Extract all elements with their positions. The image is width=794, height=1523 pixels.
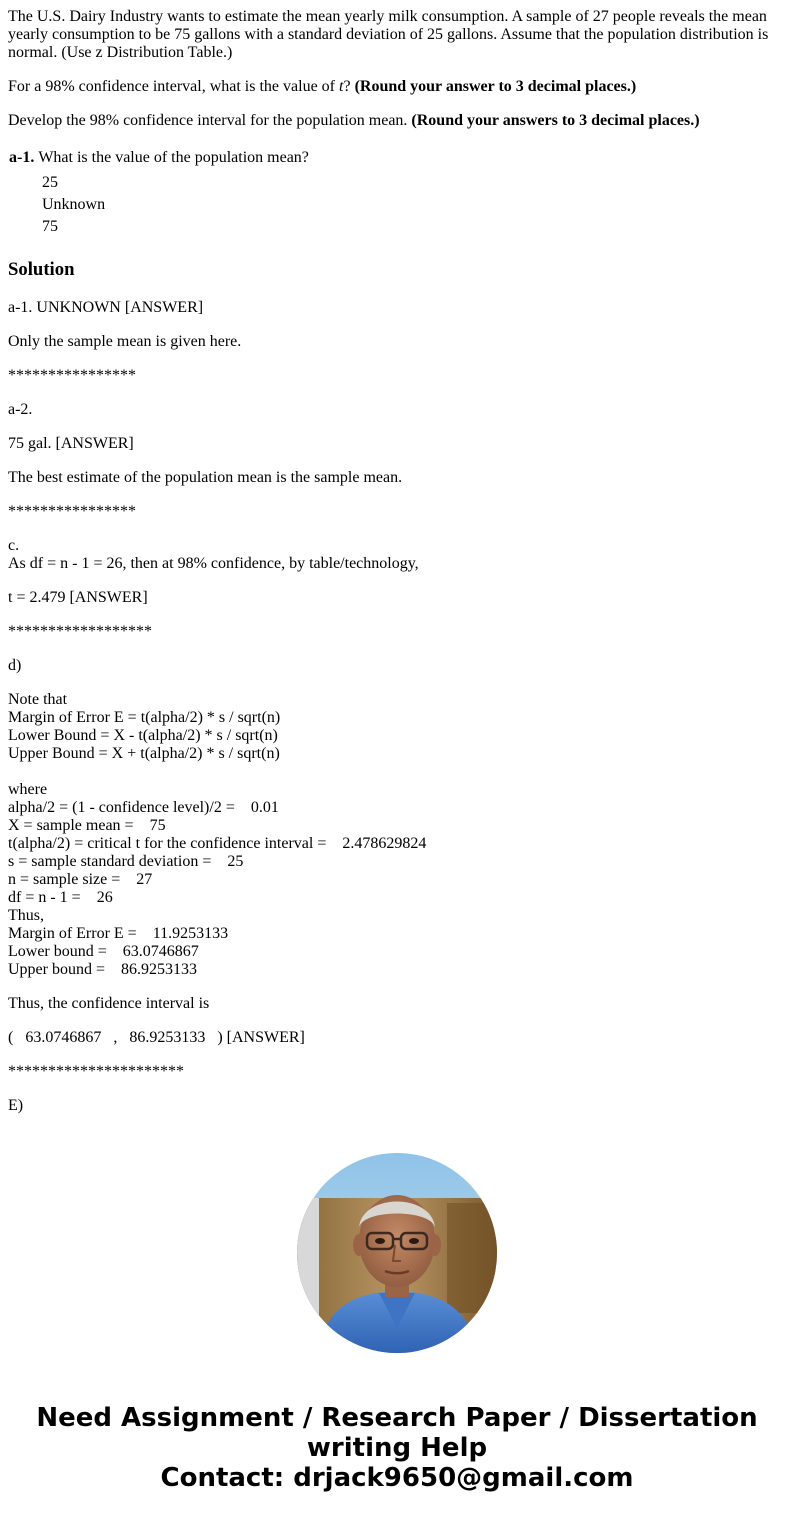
t-prompt-prefix: For a 98% confidence interval, what is the value of xyxy=(8,78,339,95)
d-where-item: alpha/2 = (1 - confidence level)/2 = 0.01 xyxy=(8,799,279,816)
d-formula: Margin of Error E = t(alpha/2) * s / sqrt(n) xyxy=(8,709,281,726)
d-where-item: n = sample size = 27 xyxy=(8,871,153,888)
c-answer: t = 2.479 [ANSWER] xyxy=(8,589,148,606)
document-content xyxy=(8,8,786,1131)
d-formula: Lower Bound = X - t(alpha/2) * s / sqrt(n) xyxy=(8,727,278,744)
d-where-item: X = sample mean = 75 xyxy=(8,817,166,834)
d-where-item: t(alpha/2) = critical t for the confidence interval = 2.478629824 xyxy=(8,835,427,852)
d-ci-intro: Thus, the confidence interval is xyxy=(8,995,210,1012)
a1-question-text: What is the value of the population mean? xyxy=(38,149,309,166)
e-label: E) xyxy=(8,1097,24,1114)
a2-answer: 75 gal. [ANSWER] xyxy=(8,435,134,452)
contact-email: Contact: drjack9650@gmail.com xyxy=(160,1463,634,1493)
t-value-prompt xyxy=(8,78,786,96)
promo-footer xyxy=(0,1403,794,1493)
a1-explanation: Only the sample mean is given here. xyxy=(8,333,242,350)
a1-option-25[interactable]: 25 xyxy=(42,174,58,191)
separator: ********************** xyxy=(8,1063,184,1080)
d-formula: Upper Bound = X + t(alpha/2) * s / sqrt(n) xyxy=(8,745,280,762)
separator: **************** xyxy=(8,367,136,384)
c-block xyxy=(8,537,786,573)
a1-options xyxy=(42,172,786,238)
author-photo xyxy=(297,1153,497,1353)
a1-option-unknown[interactable]: Unknown xyxy=(42,196,106,213)
separator: ****************** xyxy=(8,623,152,640)
d-block xyxy=(8,691,786,979)
a1-option-75[interactable]: 75 xyxy=(42,218,58,235)
a1-question-table xyxy=(6,146,312,170)
d-ci-answer: ( 63.0746867 , 86.9253133 ) [ANSWER] xyxy=(8,1029,305,1046)
ci-round-note: (Round your answers to 3 decimal places.) xyxy=(411,112,700,129)
d-result: Upper bound = 86.9253133 xyxy=(8,961,198,978)
a2-explanation: The best estimate of the population mean is the sample mean. xyxy=(8,469,403,486)
t-prompt-suffix: ? xyxy=(343,78,355,95)
ci-prompt xyxy=(8,112,786,130)
d-result: Lower bound = 63.0746867 xyxy=(8,943,199,960)
question-intro: The U.S. Dairy Industry wants to estimate the mean yearly milk consumption. A sample of 27 people reveals the mean yearly consumption to be 75 gallons with a standard deviation of 25 gallons. Assume that the population distribution is normal. (Use z Distribution Table.) xyxy=(8,8,769,61)
d-result: Margin of Error E = 11.9253133 xyxy=(8,925,229,942)
d-where-item: s = sample standard deviation = 25 xyxy=(8,853,244,870)
solution-heading: Solution xyxy=(8,259,75,280)
a1-label: a-1. xyxy=(9,149,35,166)
separator: **************** xyxy=(8,503,136,520)
c-line: As df = n - 1 = 26, then at 98% confidence, by table/technology, xyxy=(8,555,419,572)
promo-line: writing Help xyxy=(306,1433,488,1463)
blank-line xyxy=(8,763,786,781)
t-round-note: (Round your answer to 3 decimal places.) xyxy=(354,78,637,95)
a1-answer: a-1. UNKNOWN [ANSWER] xyxy=(8,299,204,316)
ci-prompt-text: Develop the 98% confidence interval for the population mean. xyxy=(8,112,412,129)
d-label: d) xyxy=(8,657,22,674)
d-thus: Thus, xyxy=(8,907,44,924)
a2-label: a-2. xyxy=(8,401,33,418)
d-where-item: df = n - 1 = 26 xyxy=(8,889,113,906)
promo-line: Need Assignment / Research Paper / Dissertation xyxy=(36,1403,758,1433)
author-photo-image xyxy=(297,1153,497,1353)
t-variable: t xyxy=(339,78,344,95)
d-where: where xyxy=(8,781,48,798)
d-note: Note that xyxy=(8,691,68,708)
c-label: c. xyxy=(8,537,20,554)
